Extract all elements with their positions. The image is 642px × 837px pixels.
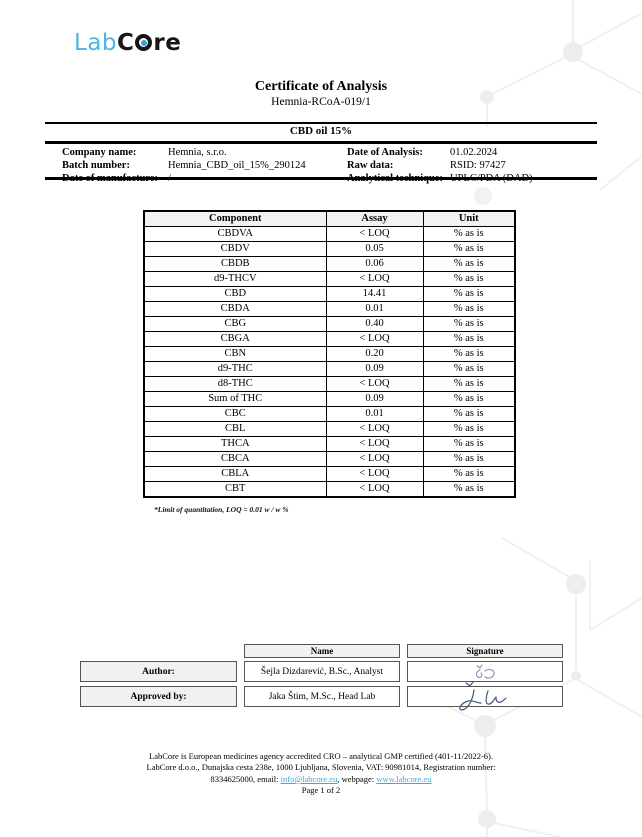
component-cell: CBLA: [144, 466, 326, 481]
table-row: [144, 301, 515, 316]
table-row: [144, 256, 515, 271]
table-row: [144, 421, 515, 436]
unit-cell: % as is: [423, 436, 515, 451]
divider-under-product: [45, 141, 597, 144]
author-name: Šejla Dizdarević, B.Sc., Analyst: [244, 661, 400, 682]
assay-cell: 0.09: [326, 361, 423, 376]
assay-cell: < LOQ: [326, 271, 423, 286]
component-cell: CBD: [144, 286, 326, 301]
info-row: [347, 159, 533, 172]
logo-blue-dot-icon: [141, 40, 147, 46]
document-title: Certificate of Analysis: [254, 79, 388, 94]
assay-cell: 0.01: [326, 301, 423, 316]
assay-cell: < LOQ: [326, 421, 423, 436]
email-link[interactable]: info@labcore.eu: [280, 773, 338, 784]
unit-cell: % as is: [423, 346, 515, 361]
component-cell: CBDB: [144, 256, 326, 271]
unit-cell: % as is: [423, 301, 515, 316]
author-role-label: Author:: [80, 661, 237, 682]
approver-signature-icon: [446, 680, 522, 716]
assay-cell: < LOQ: [326, 226, 423, 241]
table-row: [144, 466, 515, 481]
assay-cell: < LOQ: [326, 376, 423, 391]
table-row: [144, 391, 515, 406]
unit-cell: % as is: [423, 406, 515, 421]
date-of-analysis-label: Date of Analysis:: [347, 147, 423, 158]
footer-contact-line: [0, 774, 642, 785]
assay-cell: < LOQ: [326, 451, 423, 466]
table-row: [144, 406, 515, 421]
table-row: [144, 316, 515, 331]
logo-text-re: re: [153, 30, 182, 56]
component-cell: CBT: [144, 481, 326, 497]
logo-text-lab: Lab: [74, 30, 118, 56]
info-row: [347, 146, 533, 159]
table-row: [144, 271, 515, 286]
raw-data-value: RSID: 97427: [450, 160, 506, 171]
component-cell: CBG: [144, 316, 326, 331]
table-row: [144, 241, 515, 256]
raw-data-label: Raw data:: [347, 160, 394, 171]
info-row: [62, 146, 306, 159]
results-table-body: [144, 226, 515, 497]
webpage-link[interactable]: www.labcore.eu: [376, 773, 432, 784]
component-cell: d9-THCV: [144, 271, 326, 286]
column-header-assay: Assay: [326, 211, 423, 226]
unit-cell: % as is: [423, 361, 515, 376]
date-of-analysis-value: 01.02.2024: [450, 147, 498, 158]
loq-footnote: *Limit of quantitation, LOQ = 0.01 w / w %: [154, 505, 289, 514]
component-cell: d9-THC: [144, 361, 326, 376]
approver-signature-box: [407, 686, 563, 707]
page-number: Page 1 of 2: [301, 785, 341, 796]
document-reference-number: Hemnia-RCoA-019/1: [271, 96, 371, 108]
component-cell: THCA: [144, 436, 326, 451]
footer-contact-mid: , webpage:: [337, 773, 377, 784]
info-row: [62, 159, 306, 172]
unit-cell: % as is: [423, 466, 515, 481]
table-row: [144, 451, 515, 466]
unit-cell: % as is: [423, 391, 515, 406]
labcore-logo: [74, 30, 181, 56]
approved-by-role-label: Approved by:: [80, 686, 237, 707]
component-cell: d8-THC: [144, 376, 326, 391]
unit-cell: % as is: [423, 241, 515, 256]
logo-text-c: C: [117, 30, 135, 56]
unit-cell: % as is: [423, 271, 515, 286]
table-row: [144, 481, 515, 497]
unit-cell: % as is: [423, 451, 515, 466]
table-row: [144, 361, 515, 376]
footer-address-line: LabCore d.o.o., Dunajska cesta 238e, 1000 Ljubljana, Slovenia, VAT: 90981014, Registration number:: [146, 762, 496, 773]
component-cell: CBGA: [144, 331, 326, 346]
table-row: [144, 286, 515, 301]
assay-cell: < LOQ: [326, 481, 423, 497]
author-signature-icon: [462, 662, 508, 682]
unit-cell: % as is: [423, 316, 515, 331]
column-header-component: Component: [144, 211, 326, 226]
assay-cell: 0.05: [326, 241, 423, 256]
assay-cell: 0.40: [326, 316, 423, 331]
table-row: [144, 226, 515, 241]
company-name-label: Company name:: [62, 147, 137, 158]
component-cell: CBN: [144, 346, 326, 361]
assay-cell: 0.20: [326, 346, 423, 361]
unit-cell: % as is: [423, 256, 515, 271]
table-row: [144, 436, 515, 451]
assay-cell: < LOQ: [326, 436, 423, 451]
footer-accreditation-line: LabCore is European medicines agency accredited CRO – analytical GMP certified (401-11/2022-6).: [149, 751, 493, 761]
assay-cell: 14.41: [326, 286, 423, 301]
author-signature-box: [407, 661, 563, 682]
column-header-unit: Unit: [423, 211, 515, 226]
table-row: [144, 346, 515, 361]
table-row: [144, 331, 515, 346]
assay-cell: 0.01: [326, 406, 423, 421]
footer-contact-prefix: 8334625000, email:: [210, 773, 281, 784]
table-row: [144, 376, 515, 391]
batch-number-value: Hemnia_CBD_oil_15%_290124: [168, 160, 306, 171]
unit-cell: % as is: [423, 481, 515, 497]
product-name: CBD oil 15%: [289, 125, 353, 137]
unit-cell: % as is: [423, 331, 515, 346]
company-name-value: Hemnia, s.r.o.: [168, 147, 227, 158]
results-table: [143, 210, 516, 498]
assay-cell: < LOQ: [326, 466, 423, 481]
unit-cell: % as is: [423, 286, 515, 301]
divider-top: [45, 122, 597, 124]
component-cell: CBDVA: [144, 226, 326, 241]
component-cell: CBCA: [144, 451, 326, 466]
assay-cell: 0.06: [326, 256, 423, 271]
component-cell: CBL: [144, 421, 326, 436]
page-footer: [0, 751, 642, 797]
component-cell: CBDA: [144, 301, 326, 316]
component-cell: CBDV: [144, 241, 326, 256]
component-cell: Sum of THC: [144, 391, 326, 406]
batch-number-label: Batch number:: [62, 160, 130, 171]
approver-name: Jaka Štim, M.Sc., Head Lab: [244, 686, 400, 707]
results-header-row: [144, 211, 515, 226]
unit-cell: % as is: [423, 226, 515, 241]
signature-column-header: Signature: [407, 644, 563, 658]
component-cell: CBC: [144, 406, 326, 421]
assay-cell: 0.09: [326, 391, 423, 406]
divider-under-info: [45, 177, 597, 180]
name-column-header: Name: [244, 644, 400, 658]
unit-cell: % as is: [423, 421, 515, 436]
assay-cell: < LOQ: [326, 331, 423, 346]
logo-target-o-icon: [135, 34, 152, 51]
unit-cell: % as is: [423, 376, 515, 391]
